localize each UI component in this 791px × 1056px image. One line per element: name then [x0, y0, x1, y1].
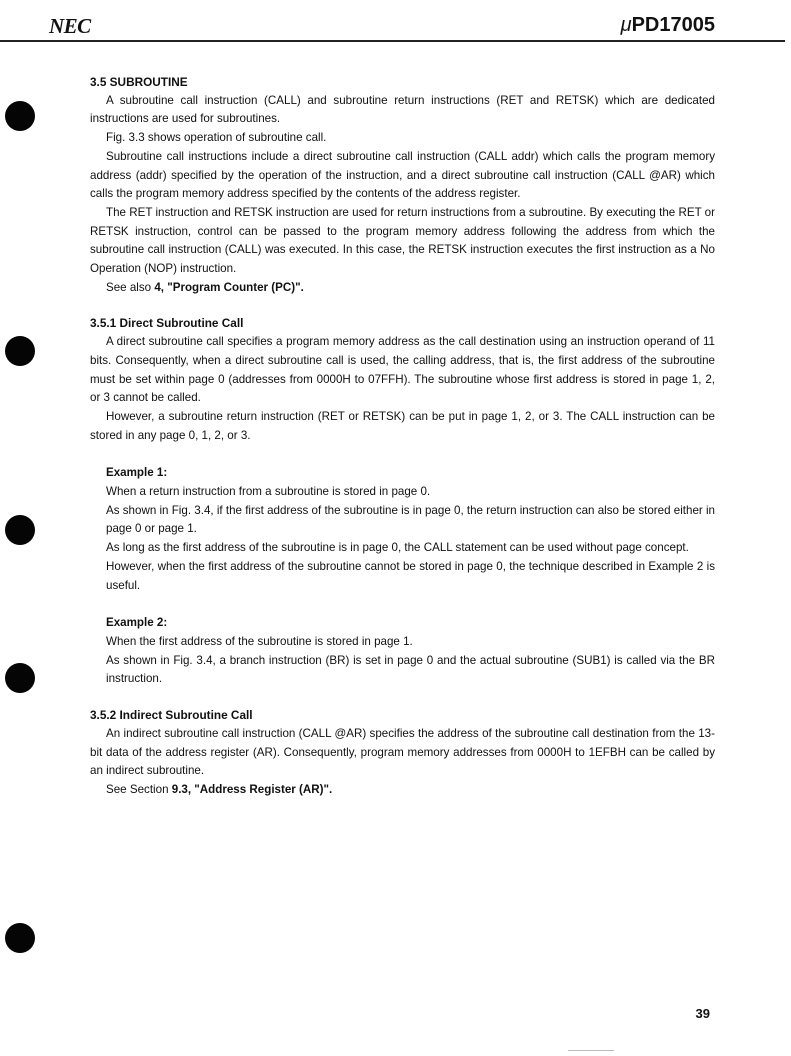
page-content	[90, 73, 715, 800]
subsection-heading: 3.5.1 Direct Subroutine Call	[90, 316, 244, 331]
example-1	[106, 464, 715, 595]
see-also-ref: 4, "Program Counter (PC)".	[154, 280, 304, 294]
model-mu: μ	[620, 14, 632, 36]
paragraph: The RET instruction and RETSK instruction are used for return instructions from a subroutine. By executing the RET or RETSK instruction, control can be passed to the program memory address following the address from which the subroutine call instruction (CALL) was executed. In this case, the RETSK instruction executes the first instruction as a No Operation (NOP) instruction.	[90, 205, 715, 276]
scan-mark	[568, 1050, 614, 1051]
example-2	[106, 614, 715, 689]
paragraph: Fig. 3.3 shows operation of subroutine call.	[106, 131, 327, 145]
punch-hole	[5, 336, 35, 366]
paragraph: As shown in Fig. 3.4, if the first address of the subroutine is in page 0, the return instruction can also be stored either in page 0 or page 1.	[106, 503, 716, 536]
paragraph: A direct subroutine call specifies a program memory address as the call destination using an instruction operand of 11 bits. Consequently, when a direct subroutine call is used, the calling address, that is, the first address of the subroutine must be set within page 0 (addresses from 0000H to 07FFH). The subroutine whose first address is stored in page 1, 2, or 3 cannot be called.	[90, 335, 715, 405]
paragraph	[90, 781, 715, 800]
punch-hole	[5, 923, 35, 953]
paragraph: However, a subroutine return instruction (RET or RETSK) can be put in page 1, 2, or 3. The CALL instruction can be stored in any page 0, 1, 2, or 3.	[90, 409, 715, 442]
punch-hole	[5, 663, 35, 693]
paragraph: When a return instruction from a subroutine is stored in page 0.	[106, 485, 431, 499]
page-number: 39	[695, 1006, 710, 1021]
see-also-prefix: See also	[106, 280, 155, 294]
paragraph	[90, 279, 715, 298]
paragraph: As long as the first address of the subroutine is in page 0, the CALL statement can be used without page concept.	[106, 541, 689, 555]
example-heading: Example 1:	[106, 466, 168, 480]
paragraph: Subroutine call instructions include a direct subroutine call instruction (CALL addr) which calls the program memory address (addr) specified by the operation of the instruction, and a direct subroutine call instruction (CALL @AR) which calls the program memory address specified by the contents of the address register.	[90, 149, 715, 201]
paragraph: A subroutine call instruction (CALL) and subroutine return instructions (RET and RETSK) which are dedicated instructions are used for subroutines.	[90, 93, 715, 126]
paragraph: When the first address of the subroutine is stored in page 1.	[106, 634, 413, 648]
paragraph: As shown in Fig. 3.4, a branch instruction (BR) is set in page 0 and the actual subroutine (SUB1) is called via the BR instruction.	[106, 653, 715, 686]
model-number	[621, 14, 715, 37]
example-heading: Example 2:	[106, 616, 168, 630]
nec-logo: NEC	[49, 14, 91, 38]
paragraph: However, when the first address of the subroutine cannot be stored in page 0, the technique described in Example 2 is useful.	[106, 559, 715, 592]
punch-hole	[5, 101, 35, 131]
paragraph: An indirect subroutine call instruction (CALL @AR) specifies the address of the subroutine call destination from the 13-bit data of the address register (AR). Consequently, program memory addresses from 0000H to 1EFBH can be called by an indirect subroutine.	[90, 726, 715, 778]
model-rest: PD17005	[631, 14, 715, 36]
header-rule	[0, 40, 785, 42]
section-heading: 3.5 SUBROUTINE	[90, 75, 188, 89]
subsection-heading: 3.5.2 Indirect Subroutine Call	[90, 708, 253, 723]
see-section-ref: 9.3, "Address Register (AR)".	[171, 782, 333, 796]
see-section-prefix: See Section	[106, 782, 172, 796]
punch-hole	[5, 515, 35, 545]
